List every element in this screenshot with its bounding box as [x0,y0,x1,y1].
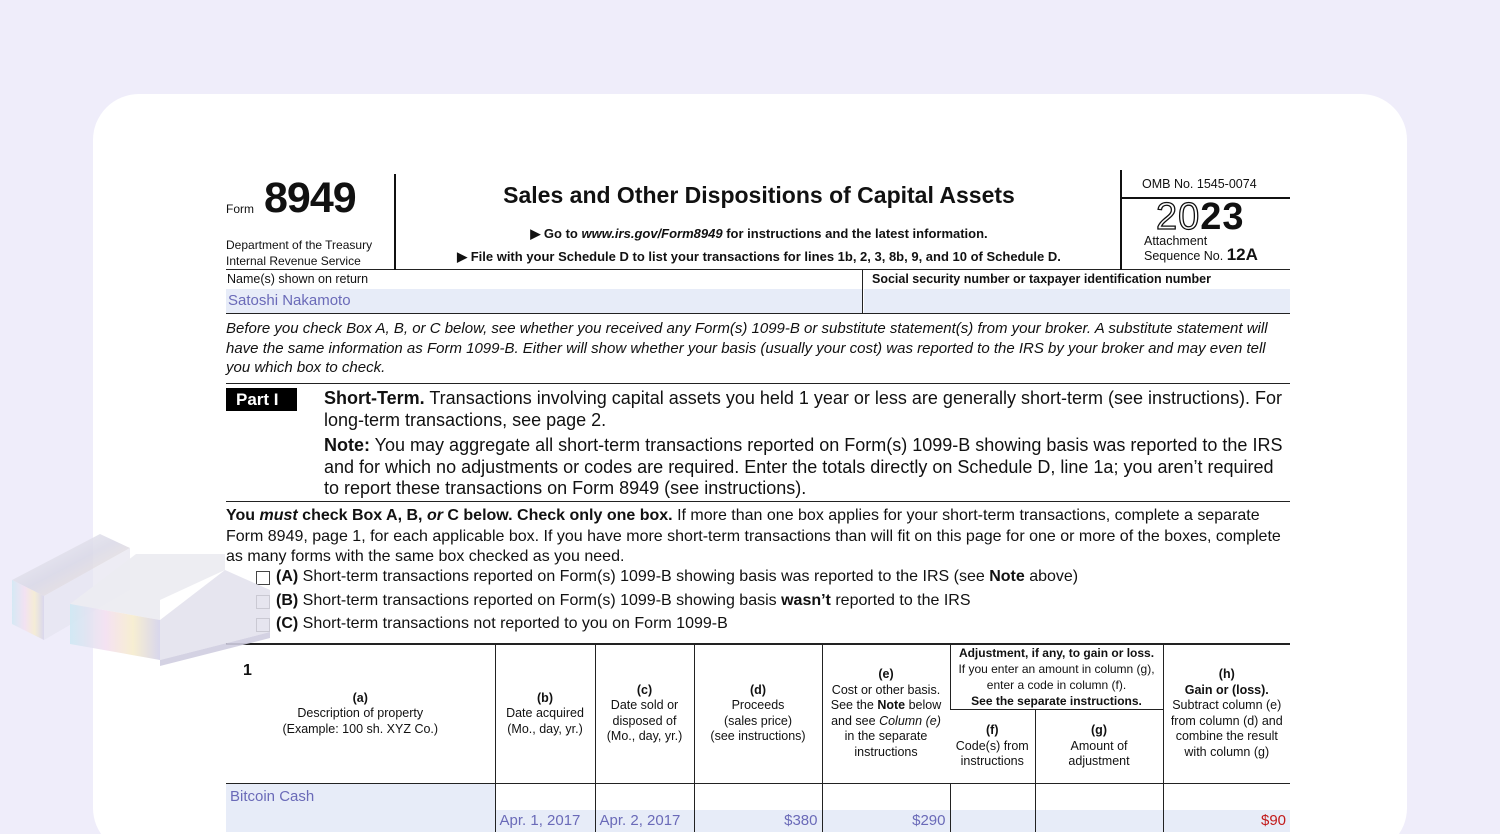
box-b-letter: (B) [276,591,299,609]
col-h-line5: with column (g) [1184,744,1270,759]
must-italic-or: or [426,507,443,524]
col-e-header [822,644,950,784]
col-b-header [495,644,595,784]
cell-adjustment[interactable] [1035,810,1163,832]
adj-line1: Adjustment, if any, to gain or loss. [958,645,1155,660]
adjustment-header [950,644,1163,710]
box-a-bold: Note [989,568,1025,585]
col-e-line4: in the separate [844,729,928,744]
table-header-top [226,644,1290,710]
goto-prefix: ▶ Go to [530,226,582,241]
cell-empty-e [822,784,950,810]
omb-block [1120,170,1290,270]
form-header [226,174,1290,270]
col-e-line2-bold: Note [877,698,906,713]
col-h-line3: from column (d) and [1170,713,1283,728]
must-bold-1: You [226,507,260,524]
box-option-b[interactable] [226,592,1290,616]
col-a-line1: Description of property [297,706,424,720]
cell-empty-b [495,784,595,810]
col-e-line2-pre: See the [830,698,878,713]
form-title-block [398,174,1120,270]
intro-paragraph: Before you check Box A, B, or C below, see whether you received any Form(s) 1099-B or substitute statement(s) from your broker. A substitute statement will have the same information as Form 1099-B. Either will show whether your basis (usually your cost) was reported to the IRS by your broker and may even tell you which box to check. [226,314,1290,384]
cell-empty-g [1035,784,1163,810]
box-c-letter: (C) [276,615,299,632]
col-f-letter: (f) [986,723,999,738]
box-b-text: Short-term transactions reported on Form(s) 1099-B showing basis [298,591,782,609]
must-text: If more than one box applies for your short-term transactions, complete a separate Form 8949, page 1, for each applicable box. If you have more short-term transactions than will fit on this page for one or more of the boxes, complete as many forms with the same box checked as you need. [226,507,1281,565]
col-d-line1: Proceeds [731,698,785,713]
form-8949 [226,174,1290,832]
col-b-letter: (b) [537,690,553,705]
col-h-line1: Gain or (loss). [1184,682,1269,697]
note-text: You may aggregate all short-term transactions reported on Form(s) 1099-B showing basis was reported to the IRS and for which no adjustments or codes are required. Enter the totals directly on Schedule D, line 1a; you aren’t required to report these transactions on Form 8949 (see instructions). [324,435,1283,498]
cell-date-sold[interactable]: Apr. 2, 2017 [595,810,694,832]
col-g-letter: (g) [1091,723,1107,738]
col-h-letter: (h) [1218,667,1235,682]
sequence-value: 12A [1226,245,1258,264]
must-check-paragraph [226,502,1290,568]
form-id-block [226,174,396,270]
box-option-c[interactable] [226,615,1290,639]
table-row [226,810,1290,832]
cell-description-cont[interactable] [226,810,495,832]
col-e-letter: (e) [878,667,894,682]
col-g-header [1035,710,1163,784]
dept-line-1: Department of the Treasury [226,238,373,252]
col-d-letter: (d) [750,682,766,697]
col-e-line2-post: below [905,698,942,713]
part-1-text [324,388,1290,504]
col-c-line1: Date sold or [610,698,679,713]
col-h-line4: combine the result [1175,729,1278,744]
col-h-header [1163,644,1290,784]
cell-empty-f [950,784,1035,810]
attachment-sequence [1144,234,1258,263]
must-italic: must [259,507,298,524]
ssn-input[interactable] [864,289,1290,313]
transactions-table [226,643,1290,832]
form-number: 8949 [264,174,356,222]
department [226,237,372,269]
cell-empty-c [595,784,694,810]
form-title: Sales and Other Dispositions of Capital Assets [503,182,1015,208]
irs-link[interactable]: www.irs.gov/Form8949 [581,226,723,241]
glass-blocks-decoration [0,520,300,720]
col-h-line2: Subtract column (e) [1172,698,1282,713]
cell-proceeds[interactable]: $380 [694,810,822,832]
col-c-line2: disposed of [612,713,677,728]
cell-cost[interactable]: $290 [822,810,950,832]
name-input[interactable]: Satoshi Nakamoto [226,289,862,313]
box-a-tail: above) [1024,568,1079,585]
year-solid: 23 [1200,196,1245,238]
box-options [226,568,1290,639]
box-b-tail: reported to the IRS [830,591,971,609]
sequence-label: Sequence No. [1144,249,1224,263]
col-b-line2: (Mo., day, yr.) [507,721,583,736]
col-c-header [595,644,694,784]
col-f-line2: instructions [960,754,1024,769]
col-f-line1: Code(s) from [955,738,1029,753]
part-1-section [226,384,1290,502]
cell-empty-d [694,784,822,810]
tax-year [1156,196,1245,239]
cell-description[interactable]: Bitcoin Cash [226,784,495,810]
cell-empty-h [1163,784,1290,810]
box-option-a[interactable] [226,568,1290,592]
box-a-text: Short-term transactions reported on Form(s) 1099-B showing basis was reported to the IRS (see [298,568,990,585]
box-c-text: Short-term transactions not reported to you on Form 1099-B [298,615,728,632]
table-row [226,784,1290,810]
cell-gain[interactable]: $90 [1163,810,1290,832]
box-a-letter: (A) [276,568,299,585]
col-b-line1: Date acquired [506,706,584,720]
col-d-line3: (see instructions) [710,729,806,744]
form-label: Form [226,202,254,216]
col-g-line1: Amount of [1070,738,1128,753]
col-e-line1: Cost or other basis. [831,682,941,697]
goto-line [398,226,1120,242]
col-c-letter: (c) [636,682,653,697]
name-row [226,270,1290,314]
must-bold-2: check Box A, B, [297,507,427,524]
col-d-line2: (sales price) [723,713,793,728]
note-label: Note: [324,435,370,455]
col-c-line3: (Mo., day, yr.) [606,729,683,744]
document-card [93,94,1407,834]
col-a-line2: (Example: 100 sh. XYZ Co.) [282,721,439,736]
cell-code[interactable] [950,810,1035,832]
adj-line4: See the separate instructions. [971,693,1142,708]
cell-date-acquired[interactable]: Apr. 1, 2017 [495,810,595,832]
dept-line-2: Internal Revenue Service [226,254,361,268]
adj-line2: If you enter an amount in column (g), [958,661,1155,676]
col-d-header [694,644,822,784]
col-e-line3-pre: and see [831,713,880,728]
col-a-letter: (a) [352,690,368,705]
col-e-line5: instructions [854,744,918,759]
part-badge: Part I [226,388,297,411]
attachment-label: Attachment [1144,234,1208,248]
col-g-line2: adjustment [1068,754,1130,769]
goto-suffix: for instructions and the latest information. [722,226,988,241]
adj-line3: enter a code in column (f). [986,677,1127,692]
name-label: Name(s) shown on return [227,272,369,286]
col-e-line3-italic: Column (e) [879,713,941,728]
col-f-header [950,710,1035,784]
part-description: Transactions involving capital assets you held 1 year or less are generally short-term (see instructions). For long-term transactions, see page 2. [324,388,1283,430]
part-heading: Short-Term. [324,388,425,408]
must-bold-3: C below. Check only one box. [442,507,673,524]
box-b-bold: wasn’t [781,591,831,609]
row-number: 1 [243,661,252,679]
year-outline: 20 [1156,196,1201,238]
omb-number: OMB No. 1545-0074 [1142,177,1257,191]
file-line: ▶ File with your Schedule D to list your transactions for lines 1b, 2, 3, 8b, 9, and 10 of Schedule D. [457,249,1061,264]
ssn-label: Social security number or taxpayer identification number [872,272,1211,286]
